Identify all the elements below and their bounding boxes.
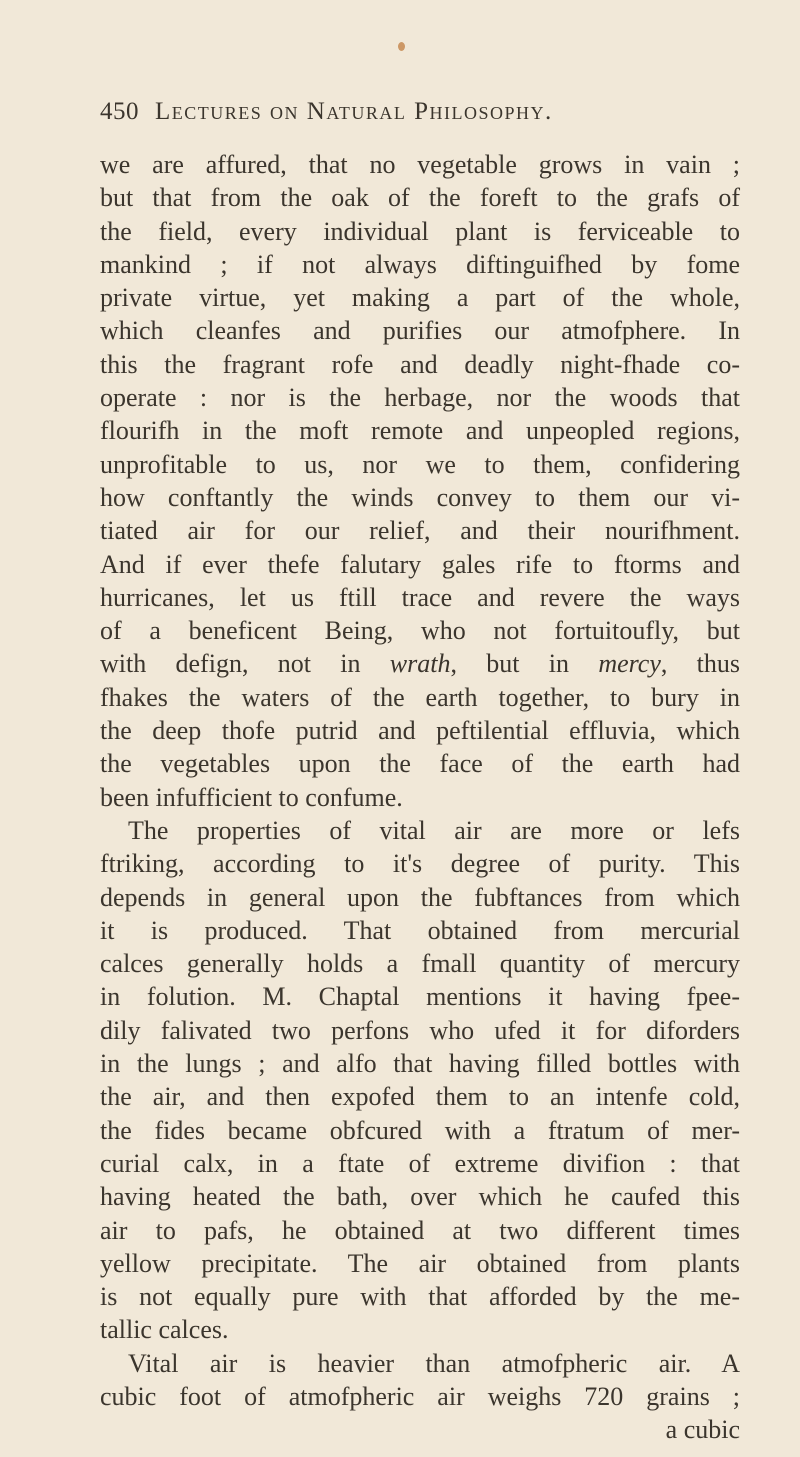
text-line: flourifh in the moft remote and unpeopled regions,	[100, 416, 740, 446]
text-line: mankind ; if not always diftinguifhed by fome	[100, 249, 740, 279]
text-line: how conftantly the winds convey to them our vi-	[100, 482, 740, 512]
text-line: fhakes the waters of the earth together, to bury in	[100, 682, 740, 712]
text-line: operate : nor is the herbage, nor the woods that	[100, 383, 740, 413]
text-line: ftriking, according to it's degree of purity. This	[100, 849, 740, 879]
text-line: curial calx, in a ftate of extreme divifion : that	[100, 1148, 740, 1178]
text-line: cubic foot of atmofpheric air weighs 720 grains ;	[100, 1381, 740, 1411]
text-line: we are affured, that no vegetable grows in vain ;	[100, 150, 740, 179]
paragraph-start-line: Vital air is heavier than atmofpheric air. A	[128, 1348, 740, 1378]
paragraph-end-line: been infufficient to confume.	[100, 782, 403, 812]
text-line: with defign, not in wrath, but in mercy, thus	[100, 649, 741, 679]
text-line: yellow precipitate. The air obtained from plants	[100, 1248, 740, 1278]
text-line: in folution. M. Chaptal mentions it having fpee-	[100, 982, 740, 1012]
text-line: the deep thofe putrid and peftilential effluvia, which	[100, 716, 740, 746]
text-line: having heated the bath, over which he caufed this	[100, 1182, 740, 1212]
text-line: depends in general upon the fubftances from which	[100, 882, 740, 912]
text-line: the vegetables upon the face of the earth had	[100, 749, 740, 779]
text-line: calces generally holds a fmall quantity of mercury	[100, 949, 740, 979]
text-line: the air, and then expofed them to an intenfe cold,	[100, 1082, 740, 1112]
text-line: it is produced. That obtained from mercurial	[100, 915, 740, 945]
paragraph-end-line: tallic calces.	[100, 1315, 229, 1345]
text-line: this the fragrant rofe and deadly night-fhade co-	[100, 349, 740, 379]
text-line: dily falivated two perfons who ufed it for diforders	[100, 1015, 740, 1045]
paragraph-start-line: The properties of vital air are more or lefs	[128, 815, 740, 845]
text-line: which cleanfes and purifies our atmofphere. In	[100, 316, 740, 346]
ink-spot	[398, 42, 405, 51]
page-header	[100, 98, 740, 134]
catchword-line: a cubic	[665, 1415, 740, 1445]
page-number: 450	[100, 98, 139, 125]
text-line: air to pafs, he obtained at two different times	[100, 1215, 740, 1245]
running-head: Lectures on Natural Philosophy.	[155, 98, 553, 125]
text-line: And if ever thefe falutary gales rife to ftorms and	[100, 549, 740, 579]
text-line: hurricanes, let us ftill trace and revere the ways	[100, 582, 740, 612]
text-line: of a beneficent Being, who not fortuitoufly, but	[100, 616, 740, 646]
text-line: tiated air for our relief, and their nourifhment.	[100, 516, 740, 546]
text-line: the fides became obfcured with a ftratum of mer-	[100, 1115, 740, 1145]
text-line: unprofitable to us, nor we to them, confidering	[100, 449, 740, 479]
text-line: but that from the oak of the foreft to the grafs of	[100, 183, 740, 213]
text-line: private virtue, yet making a part of the whole,	[100, 283, 740, 313]
text-line: is not equally pure with that afforded by the me-	[100, 1282, 740, 1312]
body-text	[100, 148, 740, 1447]
text-line: the field, every individual plant is ferviceable to	[100, 216, 740, 246]
text-line: in the lungs ; and alfo that having filled bottles with	[100, 1049, 740, 1079]
